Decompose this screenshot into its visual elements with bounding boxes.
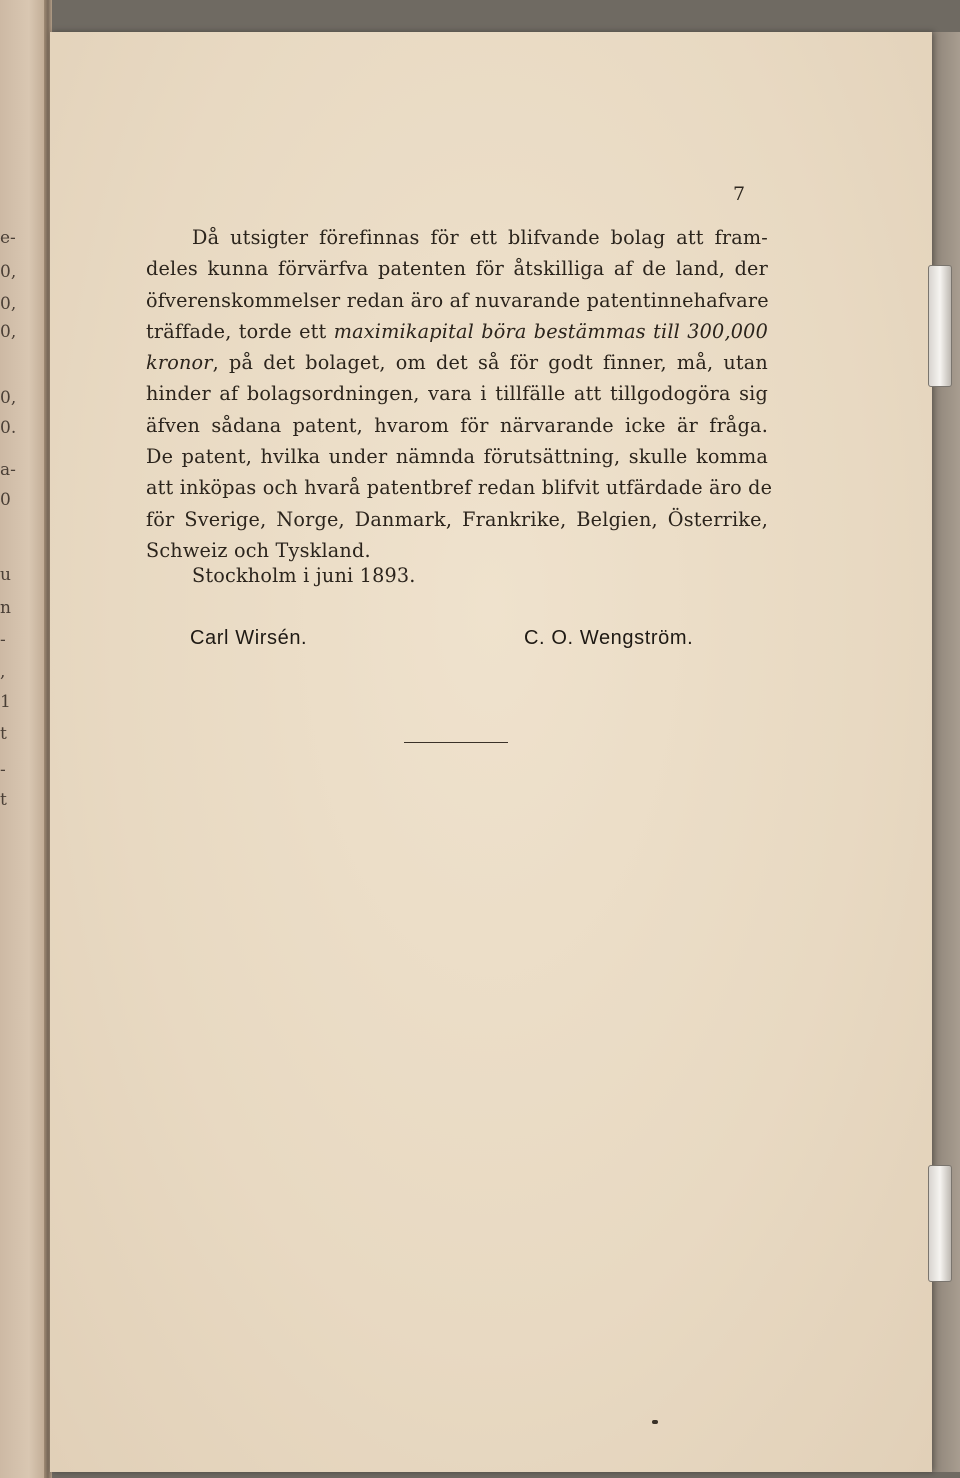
signature-carl-wirsen: Carl Wirsén. (190, 627, 308, 649)
page-number: 7 (733, 183, 746, 205)
text-line (146, 378, 768, 409)
italic-text: kronor (146, 351, 213, 375)
prev-page-fragment: 0, (0, 262, 17, 282)
prev-page-fragment: t (0, 790, 7, 810)
prev-page-fragment: u (0, 565, 11, 585)
text-run: äfven sådana patent, hvarom för närvarande icke är fråga. (146, 413, 768, 437)
text-run: deles kunna förvärfva patenten för åtskilliga af de land, der (146, 257, 768, 281)
text-line (146, 347, 768, 378)
paper-speck (652, 1420, 658, 1424)
previous-page-edge (0, 0, 48, 1478)
text-run: Då utsigter förefinnas för ett blifvande bolag att fram- (192, 226, 768, 249)
text-line (146, 222, 768, 253)
text-line (146, 472, 773, 503)
text-run: träffade, torde ett (146, 319, 334, 343)
text-run: hinder af bolagsordningen, vara i tillfälle att tillgodogöra sig (146, 382, 768, 406)
paper-clip-bottom (928, 1165, 952, 1282)
prev-page-fragment: 0, (0, 322, 17, 342)
prev-page-fragment: t (0, 724, 7, 744)
prev-page-fragment: n (0, 598, 11, 618)
text-line (146, 410, 768, 441)
text-line (146, 253, 768, 284)
prev-page-fragment: - (0, 630, 6, 650)
signature-c-o-wengstrom: C. O. Wengström. (524, 627, 694, 649)
prev-page-fragment: e- (0, 228, 16, 248)
paper-clip-top (928, 265, 952, 387)
prev-page-fragment: - (0, 760, 6, 780)
text-line (146, 441, 768, 472)
text-run: , på det bolaget, om det så för godt finner, må, utan (212, 351, 768, 375)
prev-page-fragment: a- (0, 460, 16, 480)
prev-page-fragment: 0, (0, 294, 17, 314)
text-run: att inköpas och hvarå patentbref redan blifvit utfärdade äro de (146, 476, 773, 500)
text-line (146, 504, 768, 535)
body-paragraph (146, 222, 773, 566)
prev-page-fragment: 0, (0, 388, 17, 408)
closing-rule (404, 742, 508, 743)
text-run: öfverenskommelser redan äro af nuvarande patentinnehafvare (146, 288, 769, 312)
prev-page-fragment: 1 (0, 692, 11, 712)
text-line (146, 535, 768, 566)
text-line (146, 285, 768, 316)
prev-page-fragment: , (0, 662, 6, 682)
italic-text: maximikapital böra bestämmas till 300,000 (333, 319, 768, 343)
place-and-date: Stockholm i juni 1893. (192, 564, 416, 587)
text-line (146, 316, 768, 347)
prev-page-fragment: 0. (0, 418, 17, 438)
prev-page-fragment: 0 (0, 490, 11, 510)
text-run: för Sverige, Norge, Danmark, Frankrike, Belgien, Österrike, (146, 507, 768, 531)
text-run: Schweiz och Tyskland. (146, 538, 371, 562)
text-run: De patent, hvilka under nämnda förutsättning, skulle komma (146, 445, 768, 469)
